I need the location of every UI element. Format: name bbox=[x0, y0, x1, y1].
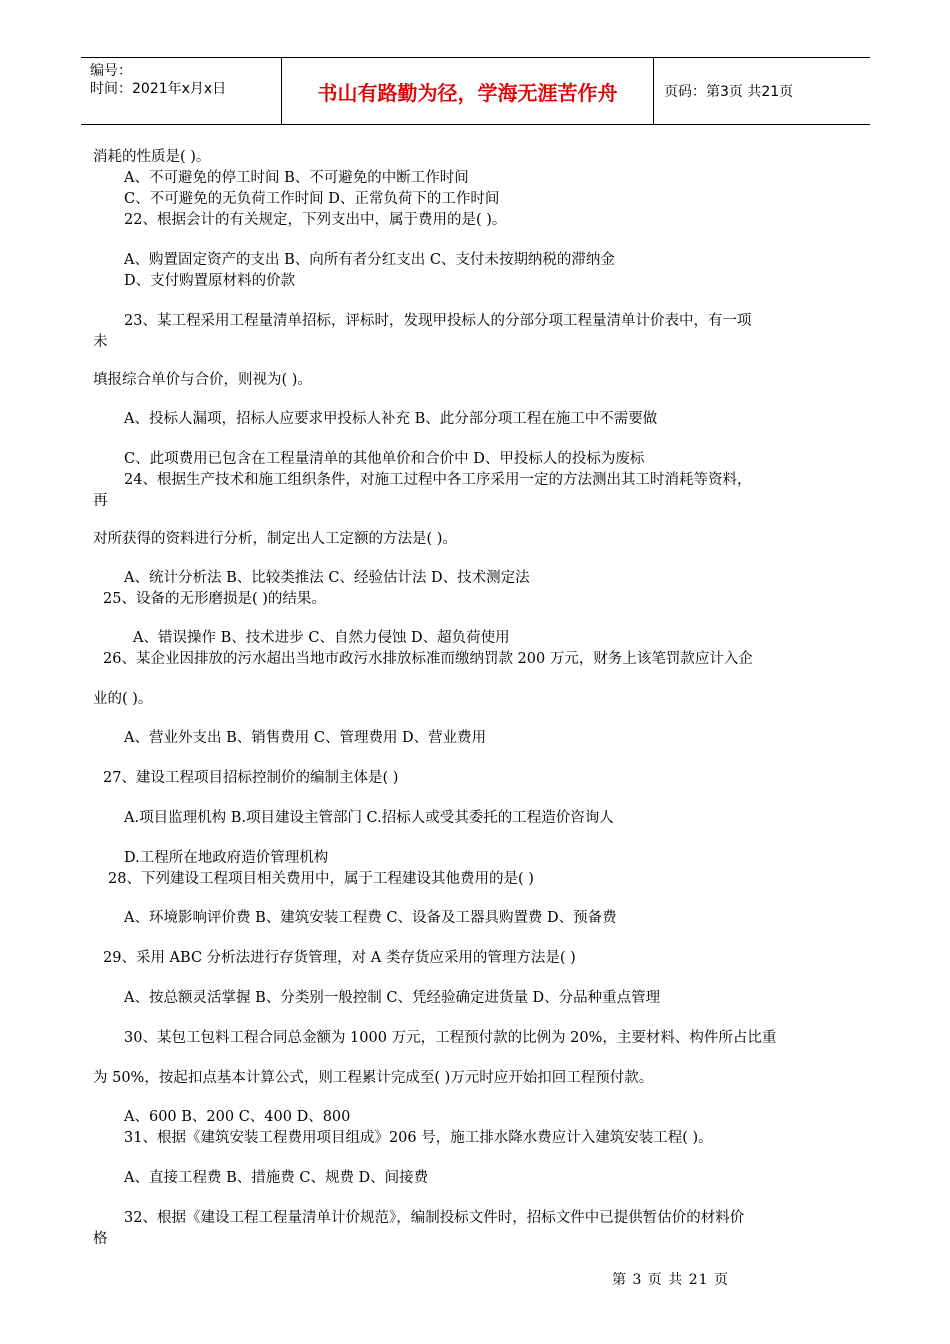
text-line: 填报综合单价与合价，则视为( )。 bbox=[93, 372, 312, 388]
text-line: A、购置固定资产的支出 B、向所有者分红支出 C、支付未按期纳税的滞纳金 bbox=[124, 252, 615, 268]
text-line: C、不可避免的无负荷工作时间 D、正常负荷下的工作时间 bbox=[124, 191, 500, 207]
text-line: 为 50%，按起扣点基本计算公式，则工程累计完成至( )万元时应开始扣回工程预付款。 bbox=[93, 1070, 654, 1086]
text-line: 26、某企业因排放的污水超出当地市政污水排放标准而缴纳罚款 200 万元，财务上该笔罚款应计入企 bbox=[103, 651, 753, 667]
text-line: 未 bbox=[93, 334, 108, 350]
text-line: 30、某包工包料工程合同总金额为 1000 万元，工程预付款的比例为 20%，主要材料、构件所占比重 bbox=[124, 1030, 777, 1046]
text-line: 对所获得的资料进行分析，制定出人工定额的方法是( )。 bbox=[93, 531, 457, 547]
text-line: A、错误操作 B、技术进步 C、自然力侵蚀 D、超负荷使用 bbox=[133, 630, 510, 646]
text-line: 27、建设工程项目招标控制价的编制主体是( ) bbox=[103, 770, 399, 786]
text-line: 32、根据《建设工程工程量清单计价规范》，编制投标文件时，招标文件中已提供暂估价的材料价 bbox=[124, 1210, 745, 1226]
header-page-info: 页码：第3页 共21页 bbox=[664, 84, 794, 100]
text-line: A、投标人漏项，招标人应要求甲投标人补充 B、此分部分项工程在施工中不需要做 bbox=[124, 411, 658, 427]
header-motto: 书山有路勤为径，学海无涯苦作舟 bbox=[281, 58, 654, 124]
text-line: D.工程所在地政府造价管理机构 bbox=[124, 850, 329, 866]
text-line: 31、根据《建筑安装工程费用项目组成》206 号，施工排水降水费应计入建筑安装工程( )。 bbox=[124, 1130, 713, 1146]
text-line: 22、根据会计的有关规定，下列支出中，属于费用的是( )。 bbox=[124, 212, 507, 228]
text-line: A、统计分析法 B、比较类推法 C、经验估计法 D、技术测定法 bbox=[124, 570, 530, 586]
text-line: 格 bbox=[93, 1231, 108, 1247]
text-line: 28、下列建设工程项目相关费用中，属于工程建设其他费用的是( ) bbox=[108, 871, 534, 887]
text-line: C、此项费用已包含在工程量清单的其他单价和合价中 D、甲投标人的投标为废标 bbox=[124, 451, 645, 467]
time-label: 时间：2021年x月x日 bbox=[90, 81, 227, 97]
text-line: A、环境影响评价费 B、建筑安装工程费 C、设备及工器具购置费 D、预备费 bbox=[124, 910, 617, 926]
page-header bbox=[81, 57, 870, 125]
text-line: 再 bbox=[93, 493, 108, 509]
text-line: A、直接工程费 B、措施费 C、规费 D、间接费 bbox=[124, 1170, 429, 1186]
text-line: A、600 B、200 C、400 D、800 bbox=[124, 1109, 351, 1125]
text-line: A、按总额灵活掌握 B、分类别一般控制 C、凭经验确定进货量 D、分品种重点管理 bbox=[124, 990, 661, 1006]
text-line: 29、采用 ABC 分析法进行存货管理，对 A 类存货应采用的管理方法是( ) bbox=[103, 950, 576, 966]
number-label: 编号： bbox=[90, 63, 132, 79]
header-left bbox=[81, 58, 281, 124]
text-line: 消耗的性质是( )。 bbox=[93, 149, 211, 165]
text-line: 25、设备的无形磨损是( )的结果。 bbox=[103, 591, 326, 607]
text-line: 业的( )。 bbox=[93, 691, 153, 707]
text-line: 23、某工程采用工程量清单招标，评标时，发现甲投标人的分部分项工程量清单计价表中，有一项 bbox=[124, 313, 752, 329]
page-footer: 第 3 页 共 21 页 bbox=[612, 1272, 729, 1288]
text-line: 24、根据生产技术和施工组织条件，对施工过程中各工序采用一定的方法测出其工时消耗等资料， bbox=[124, 472, 752, 488]
text-line: A.项目监理机构 B.项目建设主管部门 C.招标人或受其委托的工程造价咨询人 bbox=[124, 810, 614, 826]
text-line: A、不可避免的停工时间 B、不可避免的中断工作时间 bbox=[124, 170, 469, 186]
text-line: A、营业外支出 B、销售费用 C、管理费用 D、营业费用 bbox=[124, 730, 487, 746]
text-line: D、支付购置原材料的价款 bbox=[124, 273, 296, 289]
